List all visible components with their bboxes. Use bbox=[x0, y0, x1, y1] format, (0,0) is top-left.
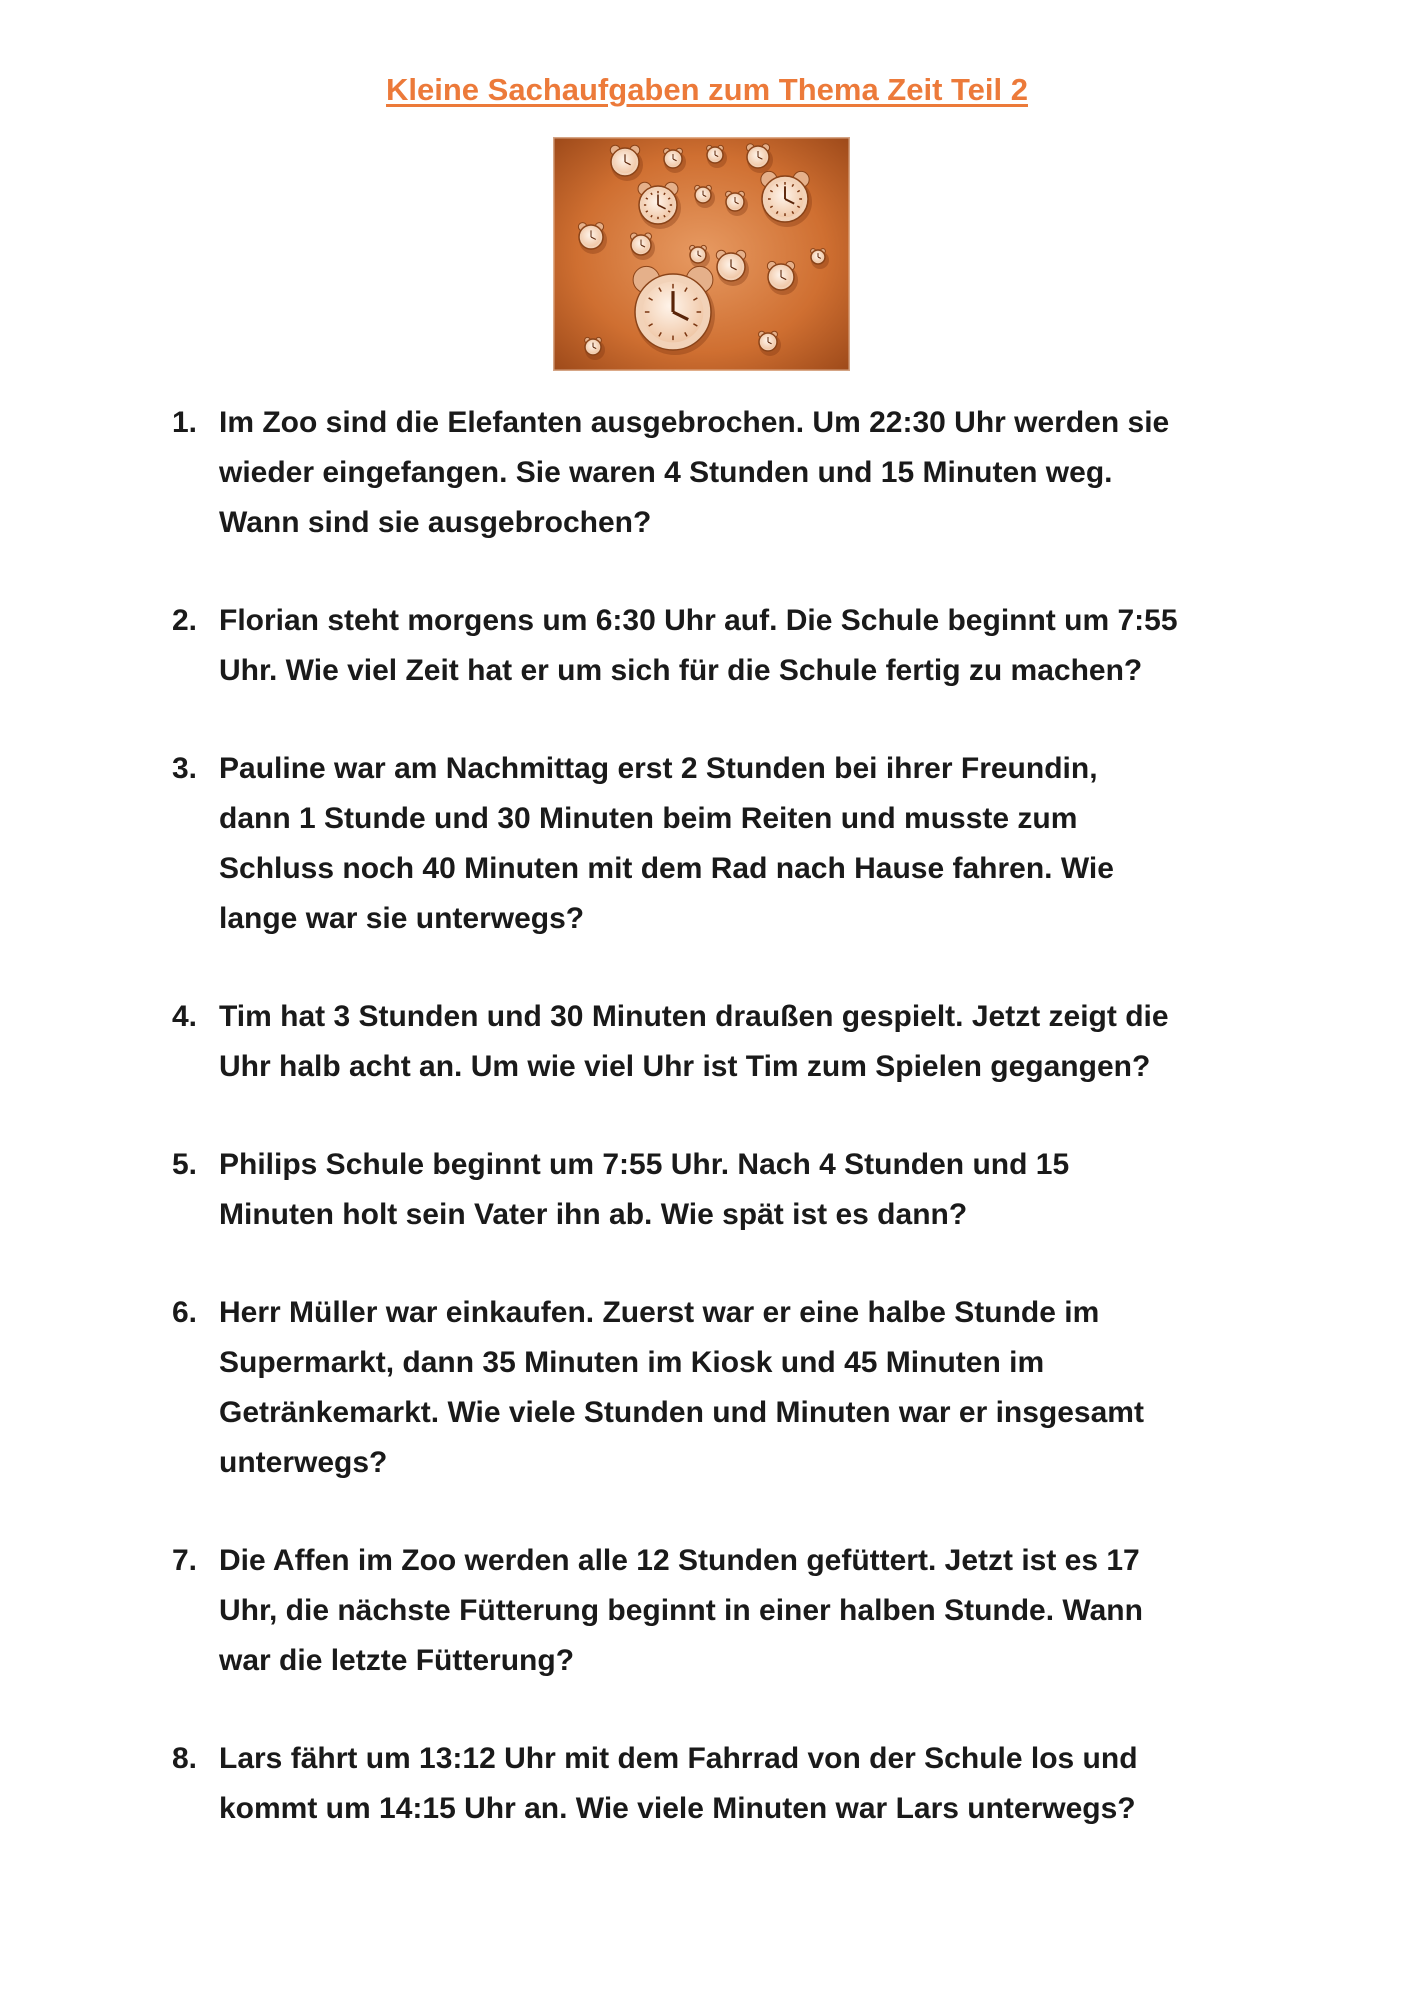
clock-icon bbox=[746, 144, 773, 173]
clock-icon bbox=[716, 250, 749, 286]
task-text-line: Die Affen im Zoo werden alle 12 Stunden gefüttert. Jetzt ist es 17 bbox=[219, 1544, 1140, 1577]
task-item bbox=[172, 398, 1292, 548]
task-item bbox=[172, 992, 1292, 1092]
task-text-line: lange war sie unterwegs? bbox=[219, 902, 585, 935]
alarm-clocks-illustration bbox=[553, 137, 850, 371]
clock-icon bbox=[759, 331, 781, 356]
task-text-line: war die letzte Fütterung? bbox=[219, 1644, 575, 1677]
page-title: Kleine Sachaufgaben zum Thema Zeit Teil 2 bbox=[386, 72, 1028, 107]
task-text-line: Uhr halb acht an. Um wie viel Uhr ist Tim zum Spielen gegangen? bbox=[219, 1050, 1151, 1083]
task-text-line: Schluss noch 40 Minuten mit dem Rad nach Hause fahren. Wie bbox=[219, 852, 1114, 885]
clock-icon bbox=[610, 145, 643, 181]
task-number: 2. bbox=[172, 604, 198, 637]
clock-icon bbox=[664, 148, 686, 173]
clock-icon bbox=[631, 233, 656, 260]
task-text-line: Pauline war am Nachmittag erst 2 Stunden bei ihrer Freundin, bbox=[219, 752, 1098, 785]
task-number: 8. bbox=[172, 1742, 198, 1775]
clock-icon bbox=[578, 223, 607, 254]
task-text-line: dann 1 Stunde und 30 Minuten beim Reiten und musste zum bbox=[219, 802, 1078, 835]
task-text-line: Wann sind sie ausgebrochen? bbox=[219, 506, 652, 539]
task-text-line: Florian steht morgens um 6:30 Uhr auf. Die Schule beginnt um 7:55 bbox=[219, 604, 1178, 637]
task-text-line: Im Zoo sind die Elefanten ausgebrochen. Um 22:30 Uhr werden sie bbox=[219, 406, 1170, 439]
task-item bbox=[172, 1536, 1292, 1686]
task-text-line: unterwegs? bbox=[219, 1446, 388, 1479]
task-number: 7. bbox=[172, 1544, 198, 1577]
clock-icon bbox=[633, 266, 715, 355]
clock-icon bbox=[726, 191, 748, 216]
task-text-line: Supermarkt, dann 35 Minuten im Kiosk und 45 Minuten im bbox=[219, 1346, 1045, 1379]
task-item bbox=[172, 1734, 1292, 1834]
task-number: 5. bbox=[172, 1148, 198, 1181]
clock-icon bbox=[767, 261, 798, 295]
task-text-line: Herr Müller war einkaufen. Zuerst war er eine halbe Stunde im bbox=[219, 1296, 1100, 1329]
task-list bbox=[172, 398, 1292, 1834]
clock-icon bbox=[761, 171, 812, 227]
task-text-line: Lars fährt um 13:12 Uhr mit dem Fahrrad von der Schule los und bbox=[219, 1742, 1138, 1775]
task-item bbox=[172, 1140, 1292, 1240]
task-number: 4. bbox=[172, 1000, 198, 1033]
task-text-line: Philips Schule beginnt um 7:55 Uhr. Nach 4 Stunden und 15 bbox=[219, 1148, 1070, 1181]
task-text-line: Minuten holt sein Vater ihn ab. Wie spät ist es dann? bbox=[219, 1198, 968, 1231]
task-item bbox=[172, 1288, 1292, 1488]
task-item bbox=[172, 744, 1292, 944]
task-text-line: wieder eingefangen. Sie waren 4 Stunden und 15 Minuten weg. bbox=[219, 456, 1113, 489]
task-text-line: Uhr. Wie viel Zeit hat er um sich für die Schule fertig zu machen? bbox=[219, 654, 1143, 687]
clock-icon bbox=[638, 182, 681, 229]
task-number: 3. bbox=[172, 752, 198, 785]
task-number: 6. bbox=[172, 1296, 198, 1329]
task-item bbox=[172, 596, 1292, 696]
task-text-line: Uhr, die nächste Fütterung beginnt in einer halben Stunde. Wann bbox=[219, 1594, 1143, 1627]
task-text-line: Getränkemarkt. Wie viele Stunden und Minuten war er insgesamt bbox=[219, 1396, 1144, 1429]
task-text-line: Tim hat 3 Stunden und 30 Minuten draußen gespielt. Jetzt zeigt die bbox=[219, 1000, 1169, 1033]
task-text-line: kommt um 14:15 Uhr an. Wie viele Minuten war Lars unterwegs? bbox=[219, 1792, 1136, 1825]
task-number: 1. bbox=[172, 406, 198, 439]
